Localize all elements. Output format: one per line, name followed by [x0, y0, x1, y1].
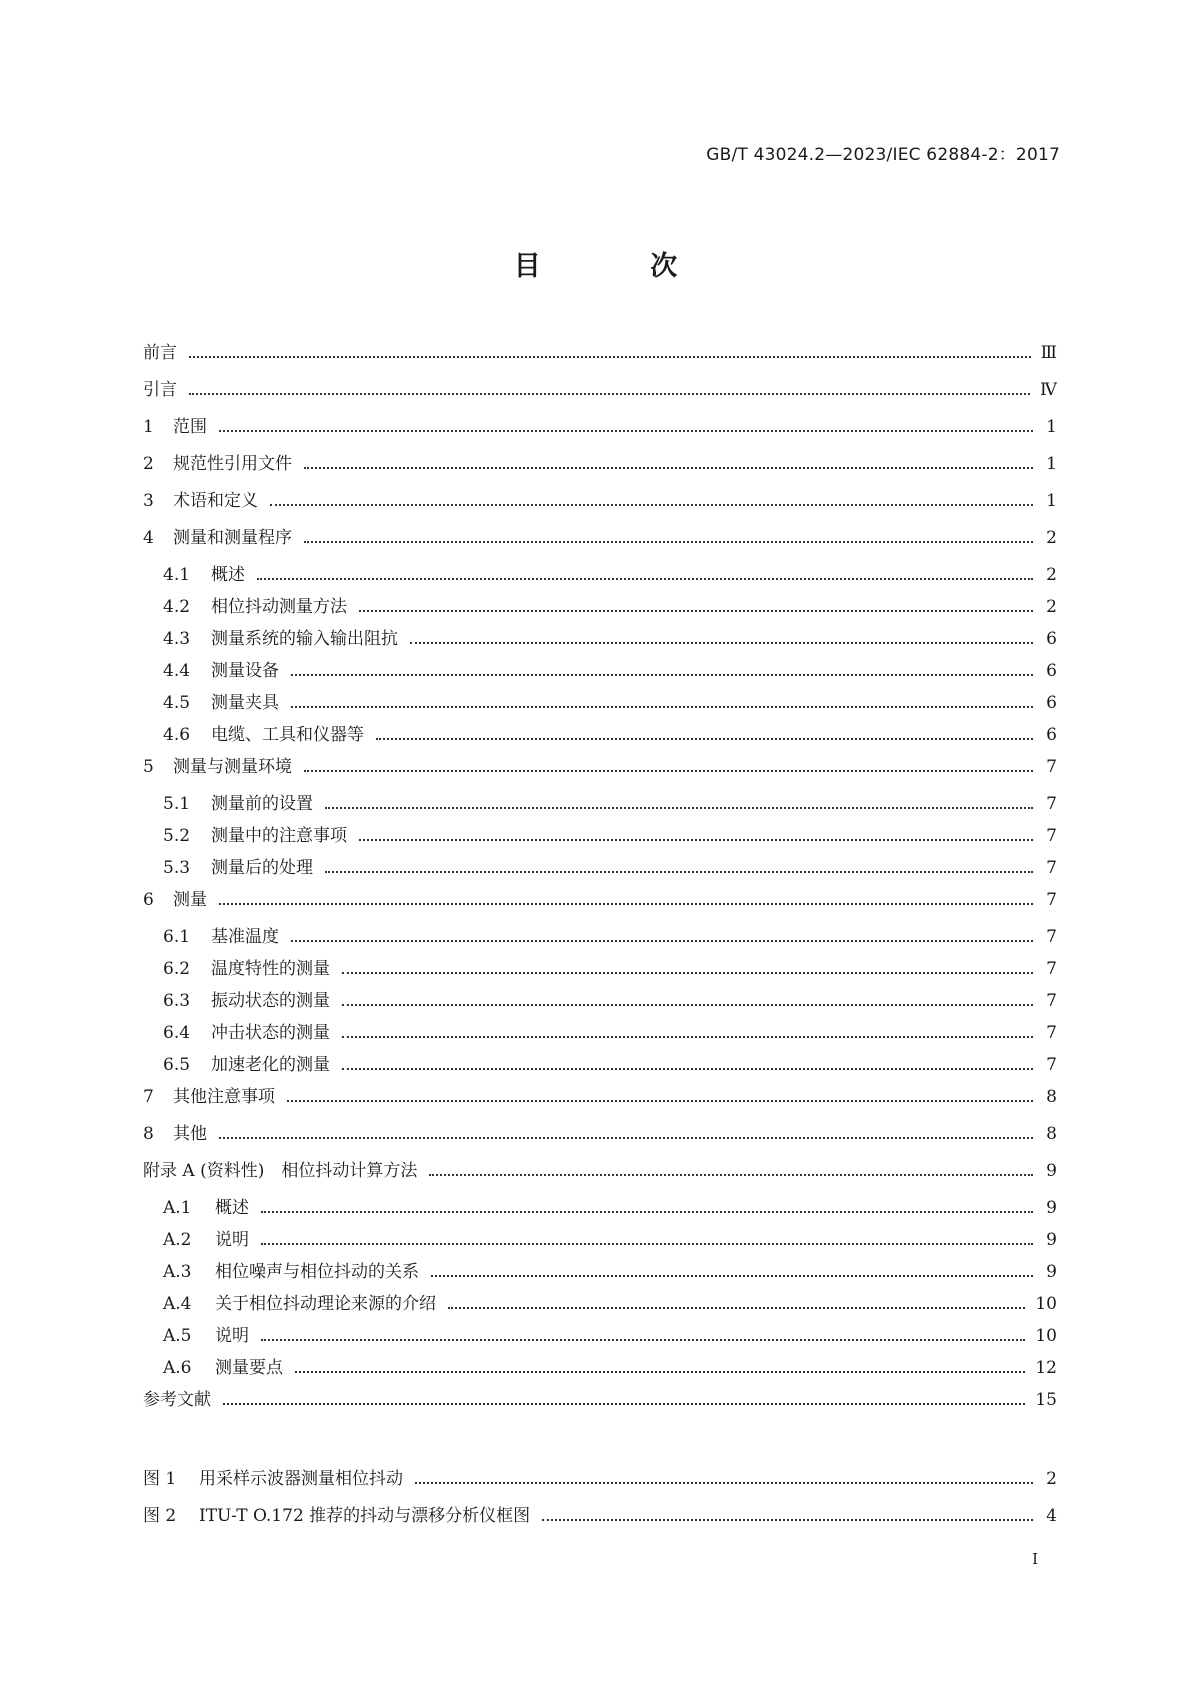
figure-entry-1[interactable] — [143, 1468, 1057, 1505]
toc-entry-page: 1 — [1046, 454, 1057, 474]
toc-entry-title: 概述 — [215, 1198, 249, 1218]
toc-entry-page: 7 — [1046, 1023, 1057, 1043]
dot-leader — [223, 1403, 1025, 1405]
dot-leader — [261, 1243, 1033, 1245]
toc-entry-a-1[interactable] — [143, 1197, 1057, 1229]
toc-entry-title: 冲击状态的测量 — [211, 1023, 330, 1043]
toc-entry-title: 说明 — [215, 1326, 249, 1346]
toc-entry-title: 测量后的处理 — [211, 858, 313, 878]
dot-leader — [542, 1519, 1033, 1521]
figure-number: 图 2 — [143, 1506, 177, 1526]
dot-leader — [219, 1137, 1033, 1139]
toc-entry-number: A.6 — [163, 1358, 192, 1378]
toc-entry-page: 12 — [1035, 1358, 1057, 1378]
toc-entry-title: 测量系统的输入输出阻抗 — [211, 629, 398, 649]
toc-entry-title: 相位抖动测量方法 — [211, 597, 347, 617]
toc-entry-title: 附录 A (资料性) 相位抖动计算方法 — [143, 1161, 418, 1181]
dot-leader — [291, 674, 1033, 676]
dot-leader — [448, 1307, 1025, 1309]
toc-entry-6[interactable] — [143, 889, 1057, 926]
toc-entry-number: 5.2 — [163, 826, 191, 846]
dot-leader — [261, 1211, 1033, 1213]
toc-entry-page: 7 — [1046, 927, 1057, 947]
toc-entry-title: 范围 — [173, 417, 207, 437]
toc-entry-title: 基准温度 — [211, 927, 279, 947]
toc-entry-page: 7 — [1046, 890, 1057, 910]
toc-entry-number: 8 — [143, 1124, 154, 1144]
toc-entry-title: 其他注意事项 — [173, 1087, 275, 1107]
dot-leader — [429, 1174, 1033, 1176]
toc-entry-page: 6 — [1046, 693, 1057, 713]
toc-entry-title: 测量前的设置 — [211, 794, 313, 814]
toc-entry-title: 加速老化的测量 — [211, 1055, 330, 1075]
toc-entry-6-3[interactable] — [143, 990, 1057, 1022]
toc-entry-page: 7 — [1046, 959, 1057, 979]
dot-leader — [261, 1339, 1025, 1341]
toc-entry-a-2[interactable] — [143, 1229, 1057, 1261]
toc-entry-title: 关于相位抖动理论来源的介绍 — [215, 1294, 436, 1314]
dot-leader — [359, 610, 1033, 612]
toc-entry-title: 规范性引用文件 — [173, 454, 292, 474]
toc-entry-number: 3 — [143, 491, 154, 511]
dot-leader — [342, 1068, 1033, 1070]
figure-page: 4 — [1046, 1506, 1057, 1526]
toc-entry-4-5[interactable] — [143, 692, 1057, 724]
toc-entry-title: 测量与测量环境 — [173, 757, 292, 777]
toc-entry-page: 10 — [1035, 1294, 1057, 1314]
toc-entry-a-6[interactable] — [143, 1357, 1057, 1389]
toc-entry-page: 10 — [1035, 1326, 1057, 1346]
page-number: I — [1032, 1550, 1038, 1568]
figure-entry-2[interactable] — [143, 1505, 1057, 1542]
toc-entry-page: 2 — [1046, 528, 1057, 548]
dot-leader — [410, 642, 1033, 644]
dot-leader — [257, 578, 1033, 580]
toc-entry-2[interactable] — [143, 453, 1057, 490]
toc-entry-number: 5.1 — [163, 794, 191, 814]
toc-entry-4-4[interactable] — [143, 660, 1057, 692]
toc-entry-5-1[interactable] — [143, 793, 1057, 825]
toc-entry-page: 7 — [1046, 1055, 1057, 1075]
dot-leader — [304, 541, 1033, 543]
table-of-contents — [143, 342, 1057, 1542]
toc-entry-number: 6.3 — [163, 991, 191, 1011]
toc-entry-4-6[interactable] — [143, 724, 1057, 756]
dot-leader — [342, 972, 1033, 974]
dot-leader — [291, 940, 1033, 942]
dot-leader — [431, 1275, 1033, 1277]
toc-entry-title: 电缆、工具和仪器等 — [211, 725, 364, 745]
toc-entry-number: A.5 — [163, 1326, 192, 1346]
toc-entry-number: 6.5 — [163, 1055, 191, 1075]
dot-leader — [342, 1036, 1033, 1038]
figure-title: ITU-T O.172 推荐的抖动与漂移分析仪框图 — [199, 1506, 531, 1526]
dot-leader — [219, 430, 1033, 432]
toc-entry-title: 测量夹具 — [211, 693, 279, 713]
toc-entry-number: 2 — [143, 454, 154, 474]
toc-entry-5-3[interactable] — [143, 857, 1057, 889]
dot-leader — [304, 467, 1033, 469]
toc-entry-page: 7 — [1046, 858, 1057, 878]
toc-entry-6-4[interactable] — [143, 1022, 1057, 1054]
toc-entry-6-2[interactable] — [143, 958, 1057, 990]
dot-leader — [270, 504, 1033, 506]
toc-entry-number: 6.2 — [163, 959, 191, 979]
toc-entry-page: 9 — [1046, 1262, 1057, 1282]
toc-entry-number: 6.1 — [163, 927, 191, 947]
toc-entry-page: 6 — [1046, 661, 1057, 681]
page-title: 目 次 — [513, 251, 728, 282]
toc-entry-5[interactable] — [143, 756, 1057, 793]
toc-entry-6-1[interactable] — [143, 926, 1057, 958]
toc-entry-title: 测量和测量程序 — [173, 528, 292, 548]
dot-leader — [415, 1482, 1033, 1484]
toc-entry-bibliography[interactable] — [143, 1389, 1057, 1426]
toc-entry-page: 7 — [1046, 826, 1057, 846]
toc-entry-title: 温度特性的测量 — [211, 959, 330, 979]
toc-entry-page: 1 — [1046, 417, 1057, 437]
toc-entry-number: A.2 — [163, 1230, 192, 1250]
dot-leader — [304, 770, 1033, 772]
toc-entry-page: 8 — [1046, 1087, 1057, 1107]
figure-number: 图 1 — [143, 1469, 177, 1489]
toc-entry-title: 说明 — [215, 1230, 249, 1250]
toc-entry-page: 6 — [1046, 629, 1057, 649]
dot-leader — [376, 738, 1033, 740]
toc-entry-number: 5 — [143, 757, 154, 777]
standard-code-header: GB/T 43024.2—2023/IEC 62884-2：2017 — [706, 145, 1060, 165]
dot-leader — [189, 393, 1030, 395]
dot-leader — [359, 839, 1033, 841]
toc-entry-number: 4.5 — [163, 693, 191, 713]
toc-entry-number: 4.2 — [163, 597, 191, 617]
toc-entry-title: 前言 — [143, 343, 177, 363]
toc-entry-page: 7 — [1046, 757, 1057, 777]
toc-entry-title: 测量 — [173, 890, 207, 910]
toc-entry-number: A.1 — [163, 1198, 192, 1218]
figure-title: 用采样示波器测量相位抖动 — [199, 1469, 403, 1489]
toc-entry-appendix-a[interactable] — [143, 1160, 1057, 1197]
toc-entry-page: 7 — [1046, 991, 1057, 1011]
toc-entry-number: 4.4 — [163, 661, 191, 681]
toc-entry-page: 15 — [1035, 1390, 1057, 1410]
toc-entry-6-5[interactable] — [143, 1054, 1057, 1086]
dot-leader — [325, 871, 1033, 873]
toc-entry-title: 测量中的注意事项 — [211, 826, 347, 846]
toc-entry-3[interactable] — [143, 490, 1057, 527]
toc-entry-number: 4.3 — [163, 629, 191, 649]
toc-entry-a-3[interactable] — [143, 1261, 1057, 1293]
toc-entry-page: 2 — [1046, 597, 1057, 617]
toc-entry-page: Ⅲ — [1040, 343, 1057, 363]
dot-leader — [219, 903, 1033, 905]
toc-entry-title: 相位噪声与相位抖动的关系 — [215, 1262, 419, 1282]
toc-entry-title: 术语和定义 — [173, 491, 258, 511]
toc-entry-5-2[interactable] — [143, 825, 1057, 857]
toc-entry-title: 测量设备 — [211, 661, 279, 681]
dot-leader — [325, 807, 1033, 809]
toc-entry-page: 8 — [1046, 1124, 1057, 1144]
toc-entry-title: 其他 — [173, 1124, 207, 1144]
toc-entry-title: 测量要点 — [215, 1358, 283, 1378]
toc-entry-4[interactable] — [143, 527, 1057, 564]
toc-entry-number: 6 — [143, 890, 154, 910]
toc-entry-title: 概述 — [211, 565, 245, 585]
toc-entry-1[interactable] — [143, 416, 1057, 453]
figure-page: 2 — [1046, 1469, 1057, 1489]
dot-leader — [342, 1004, 1033, 1006]
toc-entry-a-5[interactable] — [143, 1325, 1057, 1357]
toc-entry-a-4[interactable] — [143, 1293, 1057, 1325]
toc-entry-number: 1 — [143, 417, 154, 437]
dot-leader — [291, 706, 1033, 708]
toc-entry-page: 1 — [1046, 491, 1057, 511]
toc-entry-page: Ⅳ — [1040, 380, 1057, 400]
toc-entry-8[interactable] — [143, 1123, 1057, 1160]
toc-entry-page: 9 — [1046, 1230, 1057, 1250]
toc-entry-title: 振动状态的测量 — [211, 991, 330, 1011]
toc-entry-4-2[interactable] — [143, 596, 1057, 628]
toc-entry-title: 参考文献 — [143, 1390, 211, 1410]
toc-entry-page: 7 — [1046, 794, 1057, 814]
dot-leader — [287, 1100, 1033, 1102]
toc-entry-page: 2 — [1046, 565, 1057, 585]
toc-entry-number: A.4 — [163, 1294, 192, 1314]
toc-entry-number: 6.4 — [163, 1023, 191, 1043]
toc-entry-page: 6 — [1046, 725, 1057, 745]
toc-entry-4-3[interactable] — [143, 628, 1057, 660]
toc-entry-number: 5.3 — [163, 858, 191, 878]
toc-entry-foreword[interactable] — [143, 342, 1057, 379]
toc-entry-7[interactable] — [143, 1086, 1057, 1123]
toc-entry-number: 4.6 — [163, 725, 191, 745]
dot-leader — [295, 1371, 1025, 1373]
dot-leader — [189, 356, 1031, 358]
toc-entry-number: 7 — [143, 1087, 154, 1107]
toc-entry-number: A.3 — [163, 1262, 192, 1282]
toc-entry-number: 4.1 — [163, 565, 191, 585]
toc-entry-introduction[interactable] — [143, 379, 1057, 416]
toc-entry-4-1[interactable] — [143, 564, 1057, 596]
toc-entry-title: 引言 — [143, 380, 177, 400]
toc-entry-number: 4 — [143, 528, 154, 548]
toc-entry-page: 9 — [1046, 1198, 1057, 1218]
toc-entry-page: 9 — [1046, 1161, 1057, 1181]
